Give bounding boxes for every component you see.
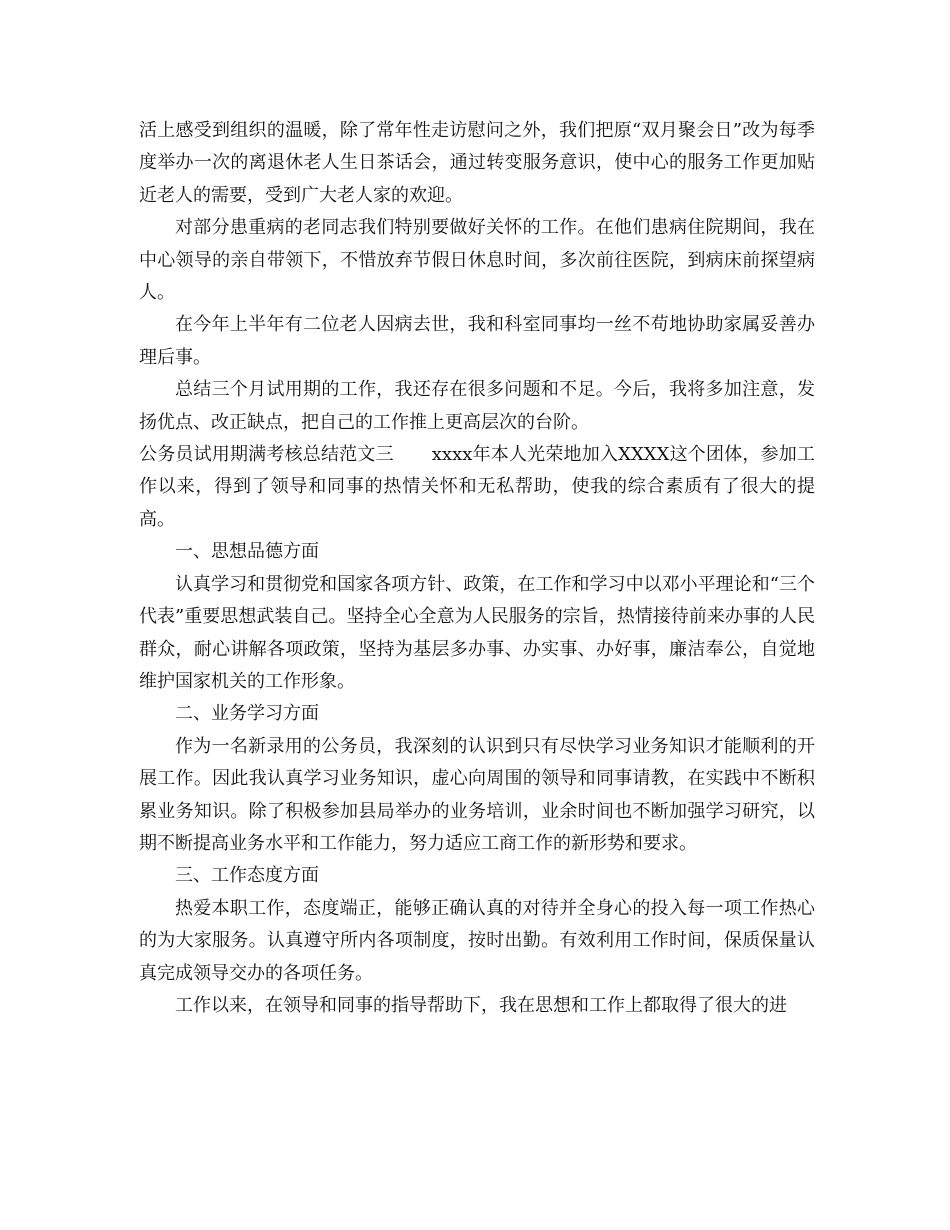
document-body (139, 115, 815, 1022)
section-intro: xxxx年本人光荣地加入XXXX这个团体，参加工作以来，得到了领导和同事的热情关怀和无私帮助，使我的综合素质有了很大的提高。 (139, 444, 815, 530)
section-heading-3: 三、工作态度方面 (175, 865, 319, 887)
paragraph: 作为一名新录用的公务员，我深刻的认识到只有尽快学习业务知识才能顺利的开展工作。因此我认真学习业务知识，虚心向周围的领导和同事请教，在实践中不断积累业务知识。除了积极参加县局举办的业务培训，业余时间也不断加强学习研究，以期不断提高业务水平和工作能力，努力适应工商工作的新形势和要求。 (139, 735, 815, 854)
section-heading-1: 一、思想品德方面 (175, 541, 319, 563)
paragraph: 对部分患重病的老同志我们特别要做好关怀的工作。在他们患病住院期间，我在中心领导的亲自带领下，不惜放弃节假日休息时间，多次前往医院，到病床前探望病人。 (139, 217, 815, 304)
paragraph: 总结三个月试用期的工作，我还存在很多问题和不足。今后，我将多加注意，发扬优点、改正缺点，把自己的工作推上更高层次的台阶。 (139, 379, 815, 433)
section-title: 公务员试用期满考核总结范文三 (139, 444, 394, 466)
paragraph: 工作以来，在领导和同事的指导帮助下，我在思想和工作上都取得了很大的进 (175, 994, 787, 1016)
section-intro-paragraph (139, 439, 815, 536)
section-heading-2: 二、业务学习方面 (175, 703, 319, 725)
paragraph: 热爱本职工作，态度端正，能够正确认真的对待并全身心的投入每一项工作热心的为大家服务。认真遵守所内各项制度，按时出勤。有效利用工作时间，保质保量认真完成领导交办的各项任务。 (139, 897, 815, 984)
paragraph: 认真学习和贯彻党和国家各项方针、政策，在工作和学习中以邓小平理论和“三个代表”重要思想武装自己。坚持全心全意为人民服务的宗旨，热情接待前来办事的人民群众，耐心讲解各项政策，坚持为基层多办事、办实事、办好事，廉洁奉公，自觉地维护国家机关的工作形象。 (139, 573, 815, 692)
paragraph: 在今年上半年有二位老人因病去世，我和科室同事均一丝不苟地协助家属妥善办理后事。 (139, 314, 815, 368)
paragraph: 活上感受到组织的温暖，除了常年性走访慰问之外，我们把原“双月聚会日”改为每季度举办一次的离退休老人生日茶话会，通过转变服务意识，使中心的服务工作更加贴近老人的需要，受到广大老人家的欢迎。 (139, 120, 815, 206)
